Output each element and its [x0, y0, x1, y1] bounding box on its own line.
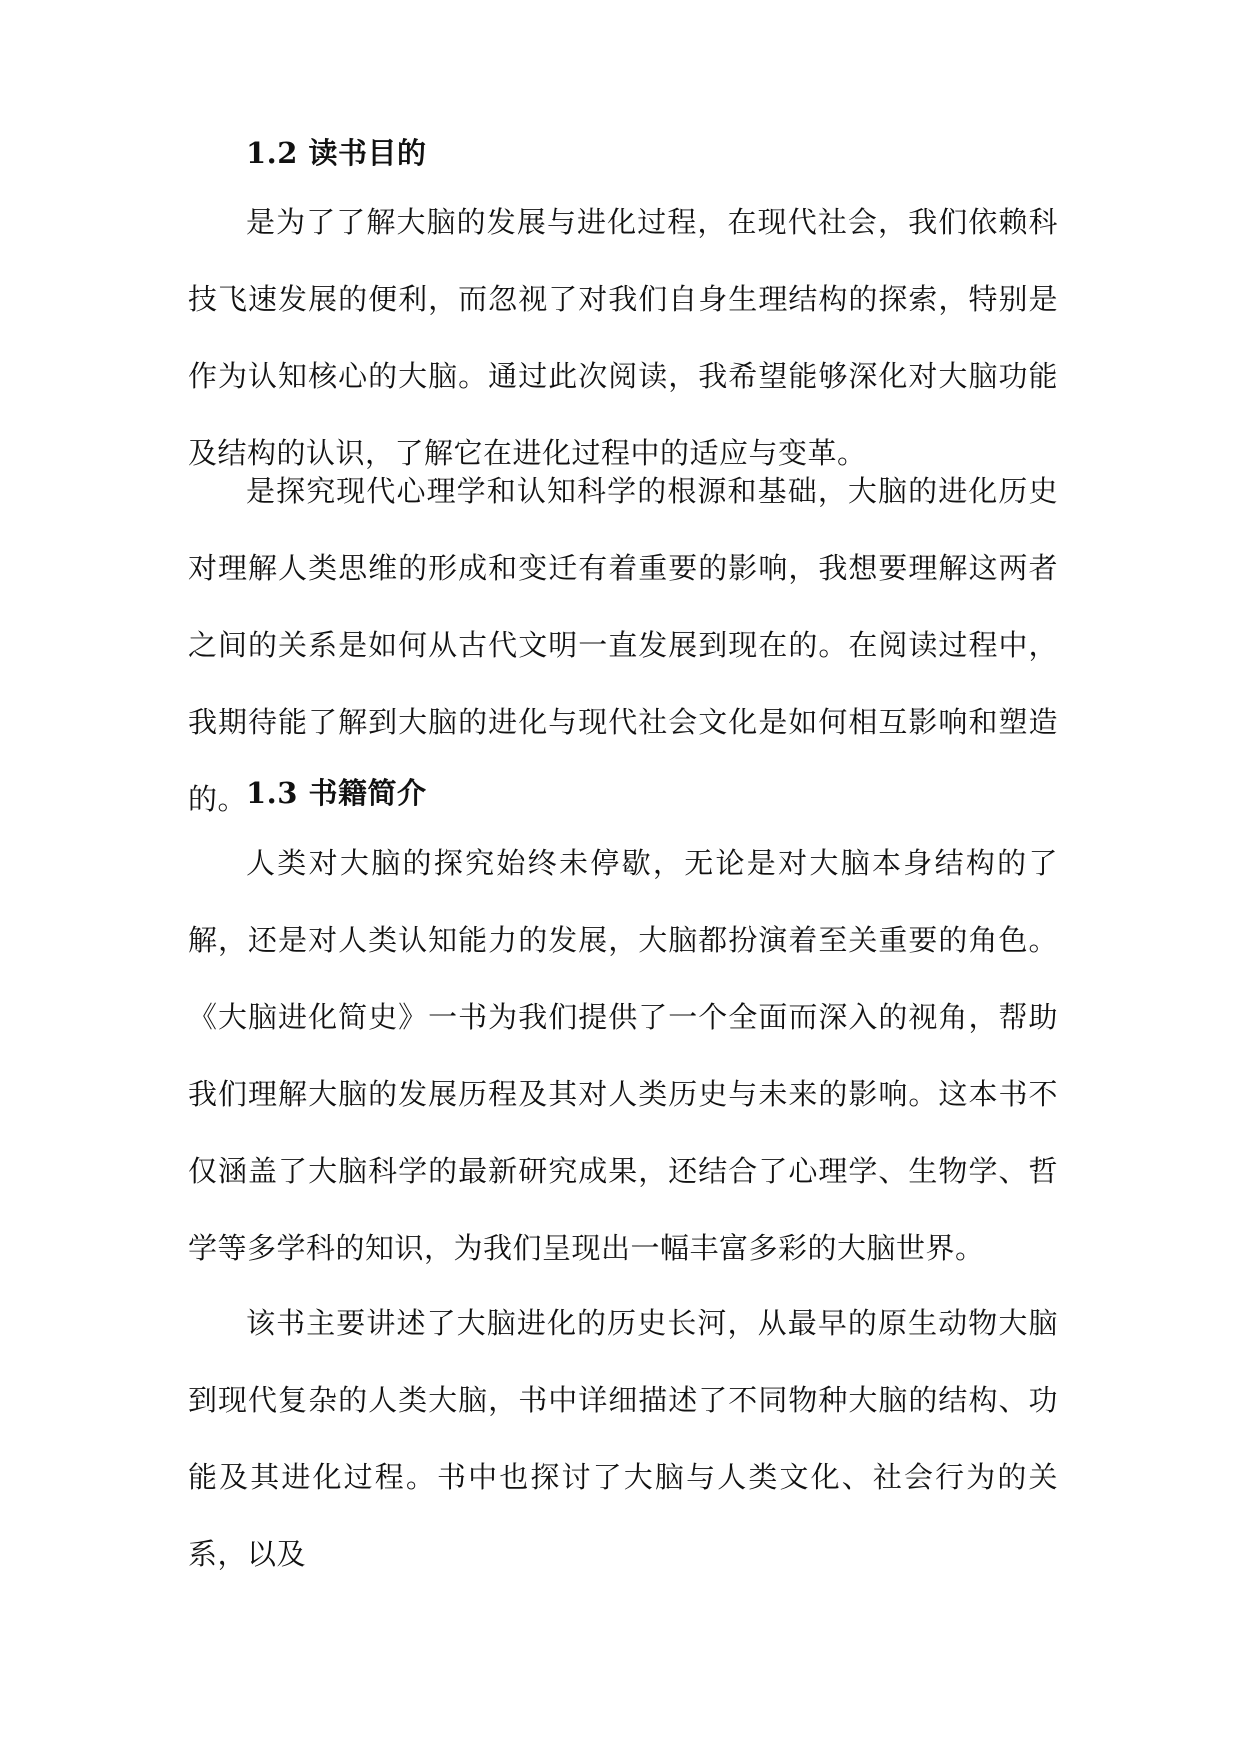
paragraph-text: 是为了了解大脑的发展与进化过程，在现代社会，我们依赖科技飞速发展的便利，而忽视了对我们自身生理结构的探索，特别是作为认知核心的大脑。通过此次阅读，我希望能够深化对大脑功能及结构的认识，了解它在进化过程中的适应与变革。 — [188, 205, 1058, 470]
heading-reading-purpose: 1.2 读书目的 — [246, 136, 427, 170]
paragraph-text: 是探究现代心理学和认知科学的根源和基础，大脑的进化历史对理解人类思维的形成和变迁有着重要的影响，我想要理解这两者之间的关系是如何从古代文明一直发展到现在的。在阅读过程中，我期待能了解到大脑的进化与现代社会文化是如何相互影响和塑造的。 — [188, 474, 1058, 816]
paragraph-text: 该书主要讲述了大脑进化的历史长河，从最早的原生动物大脑到现代复杂的人类大脑，书中详细描述了不同物种大脑的结构、功能及其进化过程。书中也探讨了大脑与人类文化、社会行为的关系，以及 — [188, 1306, 1058, 1571]
paragraph-text: 人类对大脑的探究始终未停歇，无论是对大脑本身结构的了解，还是对人类认知能力的发展，大脑都扮演着至关重要的角色。《大脑进化简史》一书为我们提供了一个全面而深入的视角，帮助我们理解大脑的发展历程及其对人类历史与未来的影响。这本书不仅涵盖了大脑科学的最新研究成果，还结合了心理学、生物学、哲学等多学科的知识，为我们呈现出一幅丰富多彩的大脑世界。 — [188, 846, 1058, 1265]
paragraph-intro-2 — [188, 1285, 1058, 1593]
paragraph-intro-1 — [188, 825, 1058, 1287]
section-heading-1-3 — [188, 771, 1058, 815]
paragraph-purpose-1 — [188, 184, 1058, 492]
heading-book-introduction: 1.3 书籍简介 — [246, 776, 427, 810]
section-heading-1-2 — [188, 131, 1058, 175]
